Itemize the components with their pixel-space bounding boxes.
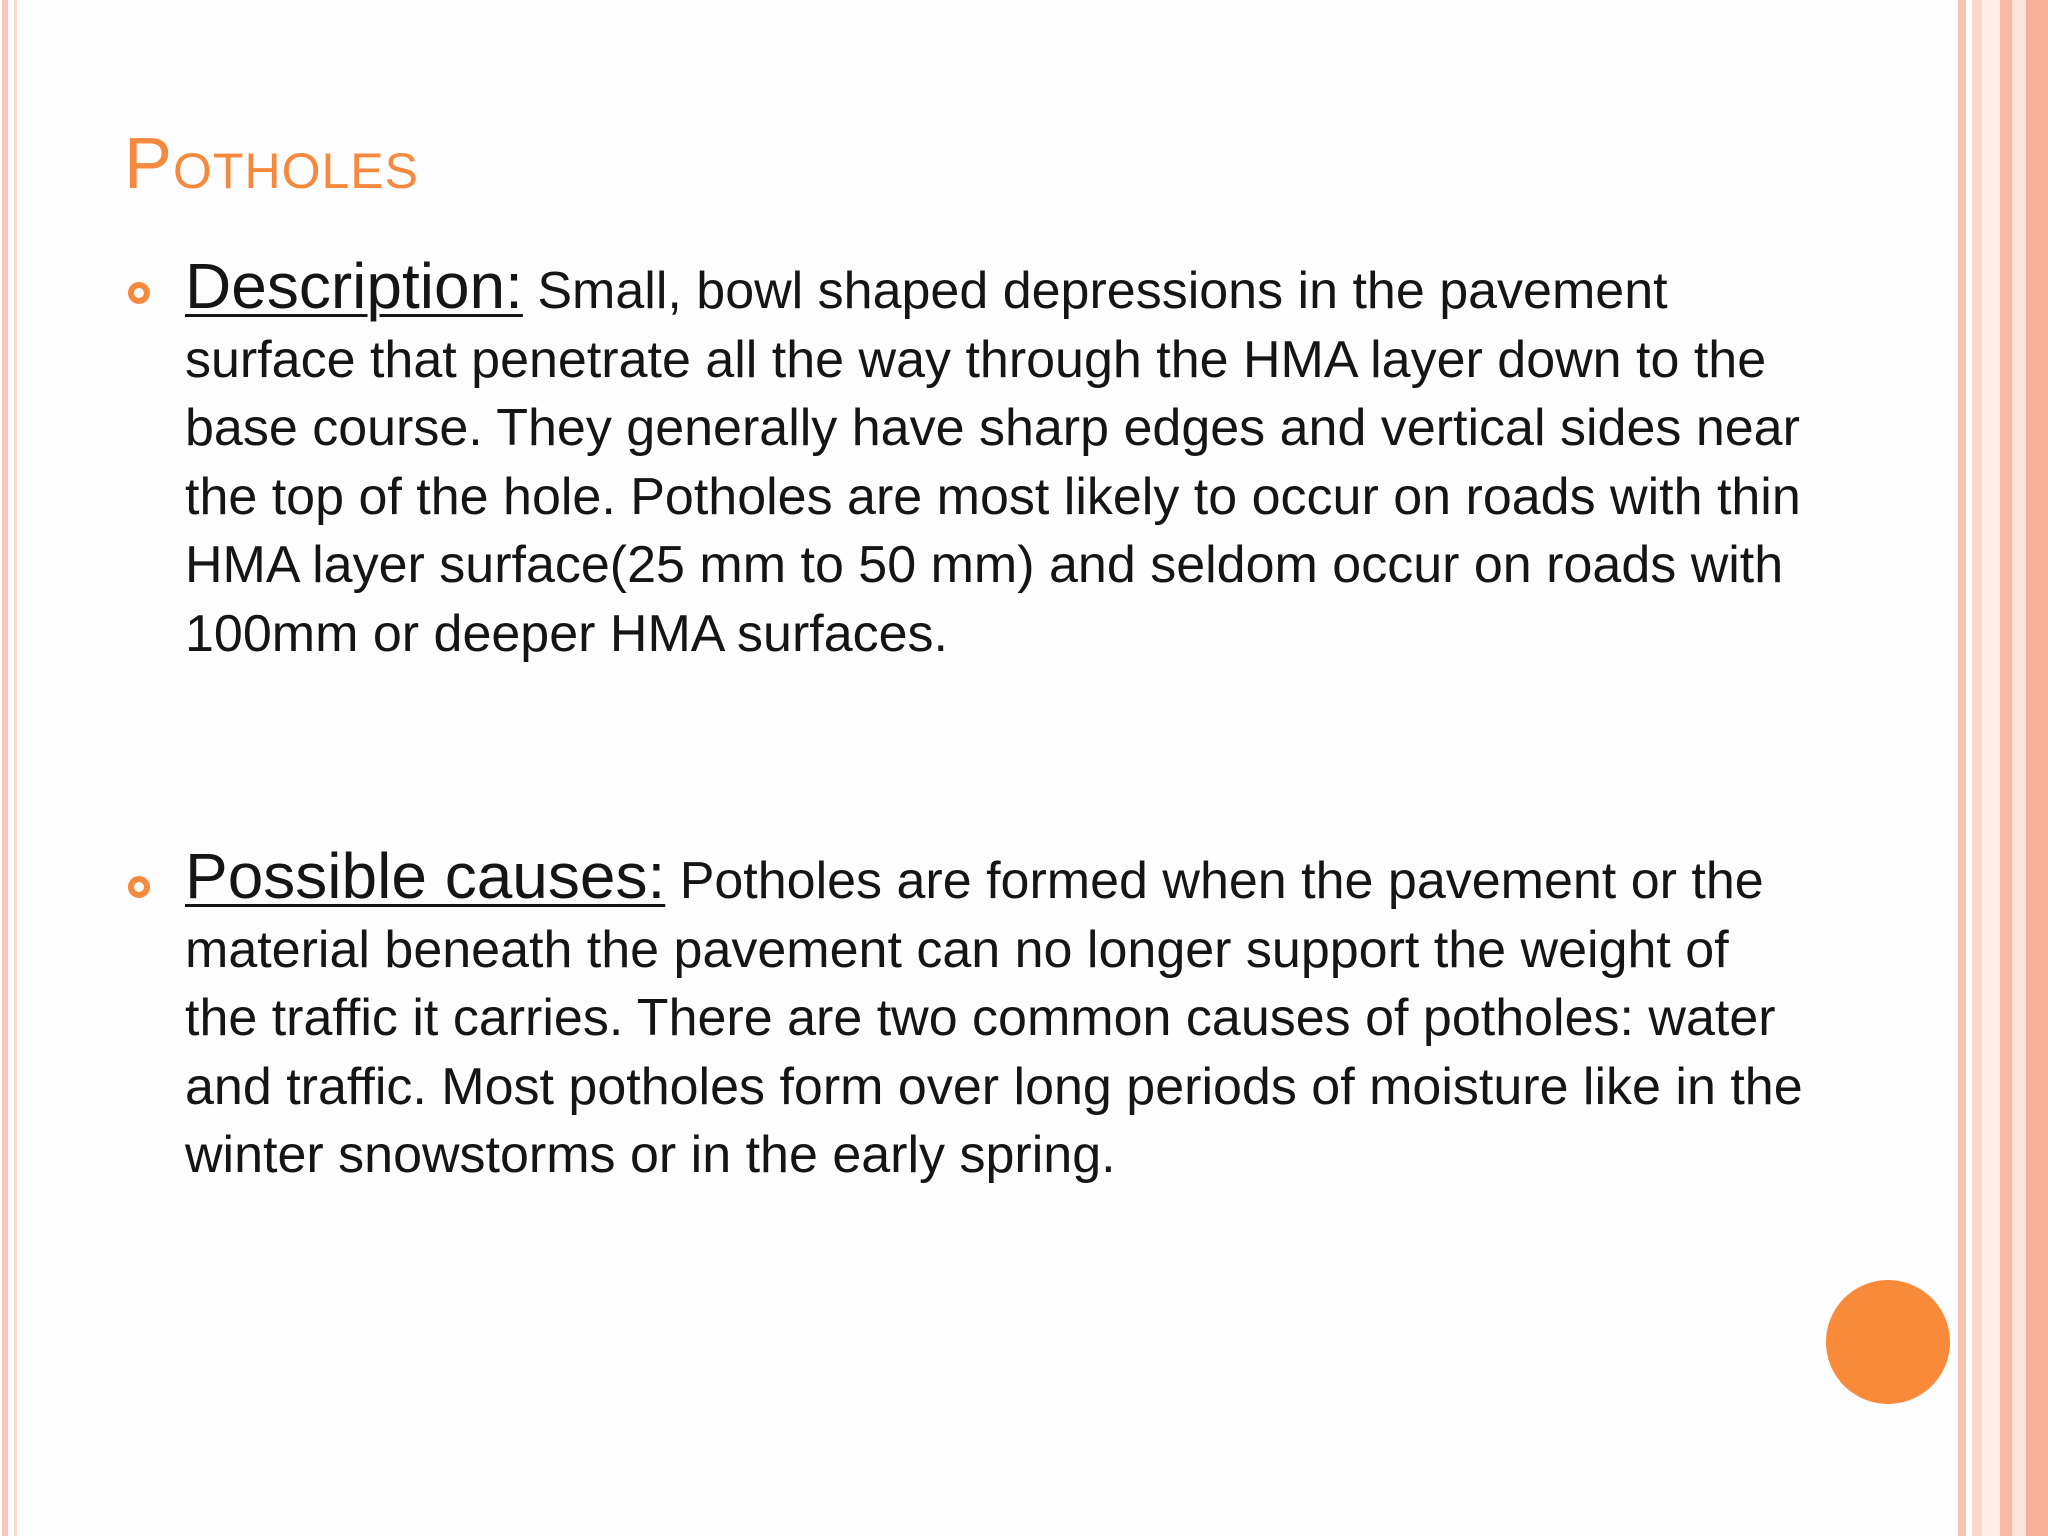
- bullet-heading: Possible causes:: [185, 840, 666, 912]
- left-border-line: [2, 0, 8, 1536]
- bullet-body: Small, bowl shaped depressions in the pavement surface that penetrate all the way through the HMA layer down to the base course. They generally have sharp edges and vertical sides near the top of the hole. Potholes are most likely to occur on roads with thin HMA layer surface(25 mm to 50 mm) and seldom occur on roads with 100mm or deeper HMA surfaces.: [185, 262, 1801, 663]
- orange-circle-decoration: [1826, 1280, 1950, 1404]
- right-stripe: [2000, 0, 2012, 1536]
- slide-title: Potholes: [124, 124, 419, 204]
- bullet-heading: Description:: [185, 250, 523, 322]
- bullet-body: Potholes are formed when the pavement or the material beneath the pavement can no longer support the weight of the traffic it carries. There are two common causes of potholes: water and traffic. Most potholes form over long periods of moisture like in the winter snowstorms or in the early spring.: [185, 852, 1803, 1184]
- right-stripe: [2026, 0, 2048, 1536]
- right-stripe: [2012, 0, 2026, 1536]
- left-border-line-inner: [14, 0, 17, 1536]
- bullet-text: [185, 842, 1804, 1190]
- hollow-circle-bullet-icon: [128, 876, 150, 898]
- bullet-description: [124, 252, 1804, 668]
- right-stripe: [1982, 0, 2000, 1536]
- bullet-possible-causes: [124, 842, 1804, 1190]
- hollow-circle-bullet-icon: [128, 282, 150, 304]
- right-stripe: [1972, 0, 1982, 1536]
- bullet-text: [185, 252, 1804, 668]
- right-stripe: [1958, 0, 1966, 1536]
